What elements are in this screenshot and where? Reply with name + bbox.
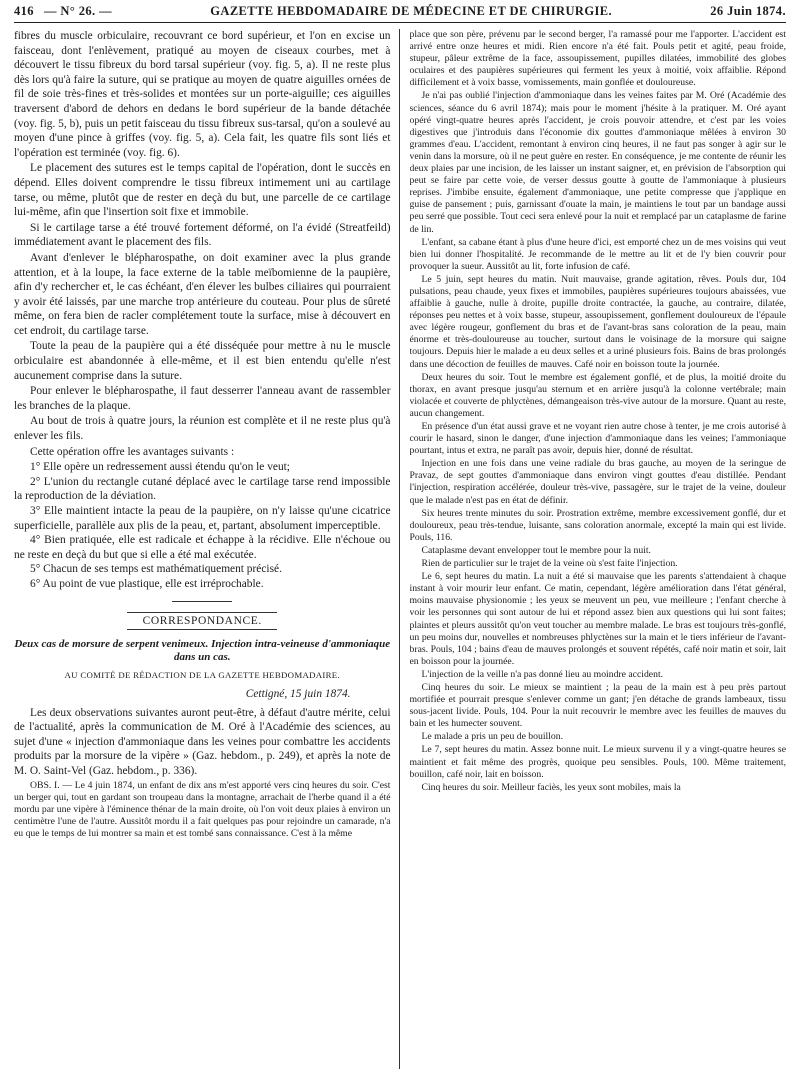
right-paragraph: En présence d'un état aussi grave et ne voyant rien autre chose à tenter, je me crois autorisé à courir le hasard, sinon le danger, d'une injection d'ammoniaque dans les veines; l'ammoniaque pourtant, intus et extra, ne paraît pas avoir, depuis hier, donné de résultat. [409,421,786,457]
right-paragraph: Je n'ai pas oublié l'injection d'ammoniaque dans les veines faites par M. Oré (Académie des sciences, séance du 6 avril 1874); mais pour le moment j'hésite à la pratiquer. M. Oré ayant opéré vingt-quatre heures après l'accident, je crois pouvoir attendre, et c'est par les voies digestives que j'introduis dans l'économie dix gouttes d'ammoniaque mêlées à environ 30 grammes d'eau. L'accident, remontant à environ cinq heures, il ne faut pas songer à agir sur le venin dans la morsure, où il ne peut guère en rester. En conséquence, je me contente de réunir les deux plaies par une incision, de les laisser un instant saigner, et, en prévision de l'absorption qui peut se faire par cette voie, de verser dessus goutte à goutte de l'ammoniaque à plusieurs reprises. J'imbibe ensuite, également d'ammoniaque, une petite compresse que j'applique en guise de pansement ; puis, garnissant d'ouate la main, je maintiens le tout par un bandage aussi peu serré que possible. Tout ceci sera enlevé pour la nuit et remplacé par un cataplasme de farine de lin. [409,90,786,235]
list-item: 6° Au point de vue plastique, elle est irréprochable. [30,577,264,590]
left-paragraph: Avant d'enlever le blépharospathe, on doit examiner avec la plus grande attention, et à la loupe, la face externe de la table meïbomienne de la paupière, afin d'y rechercher et, le cas échéant, d'en élever les bulbes ciliaires qui pourraient y avoir été laissés, par une marche trop antérieure du couteau. Pour plus de sûreté même, on fera bien de racler complétement toute la surface, mise à découvert en cet endroit, du cartilage tarse. [14,251,391,337]
right-paragraph: Le 7, sept heures du matin. Assez bonne nuit. Le mieux survenu il y a vingt-quatre heures se maintient et fait même des progrès, quoique peu sensibles. Pouls, 100. Même traitement, bouillon, café noir, lait en boisson. [409,744,786,780]
list-item: 2° L'union du rectangle cutané déplacé avec le cartilage tarse rend impossible la reproduction de la déviation. [14,475,391,503]
right-column [410,29,787,1069]
left-paragraph: Si le cartilage tarse a été trouvé fortement déformé, on l'a évidé (Streatfeild) immédiatement avant le placement des fils. [14,221,391,249]
right-paragraph: Rien de particulier sur le trajet de la veine où s'est faite l'injection. [421,558,678,570]
left-paragraph: Toute la peau de la paupière qui a été disséquée pour mettre à nu le muscle orbiculaire est abandonnée à elle-même, et il est bien entendu qu'elle n'est aucunement comprise dans la suture. [14,340,391,382]
header-left [14,4,112,19]
issue-number: — N° 26. — [43,4,112,18]
section-heading: CORRESPONDANCE. [127,612,277,630]
observation-paragraph: OBS. I. — Le 4 juin 1874, un enfant de dix ans m'est apporté vers cinq heures du soir. C'est un berger qui, tout en gardant son troupeau dans la montagne, arrachait de l'herbe quand il a été mordu par une vipère à l'éminence thénar de la main droite, où l'on voit deux plaies à environ un centimètre l'une de l'autre. Aussitôt mordu il a fait quelques pas pour rejoindre un camarade, n'a eu que le temps de lui montrer sa main et est tombé sans connaissance. C'est à la même [14,779,391,839]
right-paragraph: place que son père, prévenu par le second berger, l'a ramassé pour me l'apporter. L'accident est arrivé entre onze heures et midi. Rien encore n'a été fait. Pouls petit et agité, peau froide, stupeur, pâleur extrême de la face, assoupissement, pupilles dilatées, immobilité des globes oculaires et des paupières supérieures qui ferment les yeux à moitié, voix affaiblie. Répond difficilement et à voix basse, vomissements, main gonflée et douloureuse. [409,29,786,89]
page-number: 416 [14,4,34,18]
list-item: 4° Bien pratiquée, elle est radicale et échappe à la récidive. Elle n'échoue ou ne reste en deçà du but que si elle a été mal exécutée. [14,534,391,561]
observation-block [14,780,391,840]
dateline: Cettigné, 15 juin 1874. [245,687,351,700]
intro-paragraph: Les deux observations suivantes auront peut-être, à défaut d'autre mérite, celui de l'actualité, après la communication de M. Oré à l'Académie des sciences, au sujet d'une « injection d'ammoniaque dans les veines pour combattre les accidents produits par la morsure de la vipère » (Gaz. hebdom., p. 249), et après la note de M. O. Saint-Vel (Gaz. hebdom., p. 336). [14,706,391,777]
left-paragraph: fibres du muscle orbiculaire, recouvrant ce bord supérieur, et l'on en excise un faisceau, dont l'enlèvement, pratiqué au moyen de ciseaux courbes, met à découvert le tissu fibreux du bord tarsal supérieur (voy. fig. 5, a). Il ne reste plus dès lors qu'à faire la suture, qui se pratique au moyen de quatre aiguilles ornées de fil de soie très-fines et très-solides et montées sur un porte-aiguille; ces aiguilles traversent d'abord de dehors en dedans le bord supérieur de la bande détachée (voy. fig. 5, b), puis un petit faisceau du tissu fibreux sus-tarsal, qu'on a soulevé au moyen d'une pince à griffes (voy. fig. 5, a). Cela fait, les quatre fils sont liés et l'opération est terminée (voy. fig. 6). [14,30,391,159]
addressee: AU COMITÉ DE RÉDACTION DE LA GAZETTE HEBDOMADAIRE. [64,669,340,680]
right-paragraph: Cataplasme devant envelopper tout le membre pour la nuit. [421,544,651,556]
issue-date: 26 Juin 1874. [710,4,786,18]
left-column [14,29,400,1069]
list-item: 3° Elle maintient intacte la peau de la paupière, on n'y laisse qu'une cicatrice superficielle, parallèle aux plis de la peau, et, partant, absolument imperceptible. [14,505,391,532]
section-divider [172,601,232,602]
list-item: 5° Chacun de ses temps est mathématiquement précisé. [30,563,282,576]
journal-title: GAZETTE HEBDOMADAIRE DE MÉDECINE ET DE CHIRURGIE. [210,4,612,18]
right-paragraph: L'injection de la veille n'a pas donné lieu au moindre accident. [421,668,664,680]
right-paragraph: Cinq heures du soir. Meilleur faciès, les yeux sont mobiles, mais la [421,781,681,793]
right-paragraph: Le 6, sept heures du matin. La nuit a été si mauvaise que les parents s'attendaient à chaque instant à voir mourir leur enfant. Ce matin, cependant, légère amélioration dans l'état général, moins mauvaise physionomie ; les yeux se meuvent un peu, vue meilleure ; l'enfant cherche à voir les personnes qui sont autour de lui et répond assez bien aux questions qui lui sont faites; plaintes et pleurs aussitôt qu'on veut toucher au membre malade. Le bras est toujours très-gonflé, un peu moins dur, nouvelles et nombreuses phlyctènes sur la main et le tiers inférieur de l'avant-bras. Pouls, 104 ; bains d'eau de mauves prolongés et souvent répétés, café noir matin et soir, lait en boisson pour la journée. [409,571,786,667]
left-paragraph: Le placement des sutures est le temps capital de l'opération, dont le succès en dépend. Elles doivent comprendre le tissu fibreux intimement uni au cartilage tarse, ou même, plutôt que de rester en deçà du but, une parcelle de ce cartilage lui-même, afin que l'insertion soit fixe et immobile. [14,162,391,219]
advantages-list [14,460,391,591]
left-paragraph: Pour enlever le blépharospathe, il faut desserrer l'anneau avant de rassembler les branches de la plaque. [14,385,391,412]
list-item: 1° Elle opère un redressement aussi étendu qu'on le veut; [30,461,290,474]
left-paragraph: Cette opération offre les avantages suivants : [30,445,235,458]
right-paragraph: L'enfant, sa cabane étant à plus d'une heure d'ici, est emporté chez un de mes voisins qui veut bien lui donner l'hospitalité. Je recommande de le mettre au lit et de l'y bien couvrir pour provoquer la sueur. Aussitôt au lit, forte infusion de café. [409,236,786,272]
right-paragraph: Le malade a pris un peu de bouillon. [421,731,564,743]
page-header [14,4,786,23]
right-paragraph: Six heures trente minutes du soir. Prostration extrême, membre excessivement gonflé, dur et douloureux, peau très-tendue, luisante, sans coloration anormale, excepté la main qui est livide. Pouls, 116. [409,507,786,543]
right-paragraph: Injection en une fois dans une veine radiale du bras gauche, au moyen de la seringue de Pravaz, de sept gouttes d'ammoniaque dans environ vingt gouttes d'eau distillée. Pendant l'injection, respiration accélérée, douleur très-vive, passagère, sur le trajet de la veine, douleur que le malade n'est pas en état de définir. [409,458,786,506]
right-paragraph: Le 5 juin, sept heures du matin. Nuit mauvaise, grande agitation, rêves. Pouls dur, 104 pulsations, peau chaude, yeux fixes et immobiles, paupières supérieures toujours abaissées, vue affaiblie à gauche, nulle à droite, pupille droite contractée, la gauche, au contraire, dilatée, réponses peu nettes et à voix basse, stupeur, assoupissement, gonflement douloureux de l'épaule avec légère rougeur, gonflement du bras et de l'avant-bras sans coloration de la peau, main énorme et très-douloureuse au toucher, surtout dans le voisinage de la morsure qui saigne toujours. Depuis hier le malade a eu deux selles et a uriné plusieurs fois. Bains de bras prolongés dans une décoction de feuilles de mauves. Café noir en boisson toute la journée. [409,273,786,370]
article-title: Deux cas de morsure de serpent venimeux. Injection intra-veineuse d'ammoniaque dans un cas. [14,637,391,663]
left-paragraph: Au bout de trois à quatre jours, la réunion est complète et il ne reste plus qu'à enlever les fils. [14,415,391,443]
right-paragraph: Cinq heures du soir. Le mieux se maintient ; la peau de la main est à peu près partout mortifiée et pourrait presque s'enlever comme un gant; j'en détache de grands lambeaux, tissu sous-jacent livide. Pouls, 104. Pour la nuit recouvrir le membre avec les feuilles de mauves du bain et les humecter souvent. [409,681,786,730]
columns [14,29,786,1069]
right-paragraph: Deux heures du soir. Tout le membre est également gonflé, et de plus, la moitié droite du thorax, en avant presque jusqu'au sternum et en arrière jusqu'à la colonne vertébrale; main violacée et couverte de phlyctènes, démangeaison très-vive autour de la morsure. Quant au reste, aucun changement. [409,371,786,419]
